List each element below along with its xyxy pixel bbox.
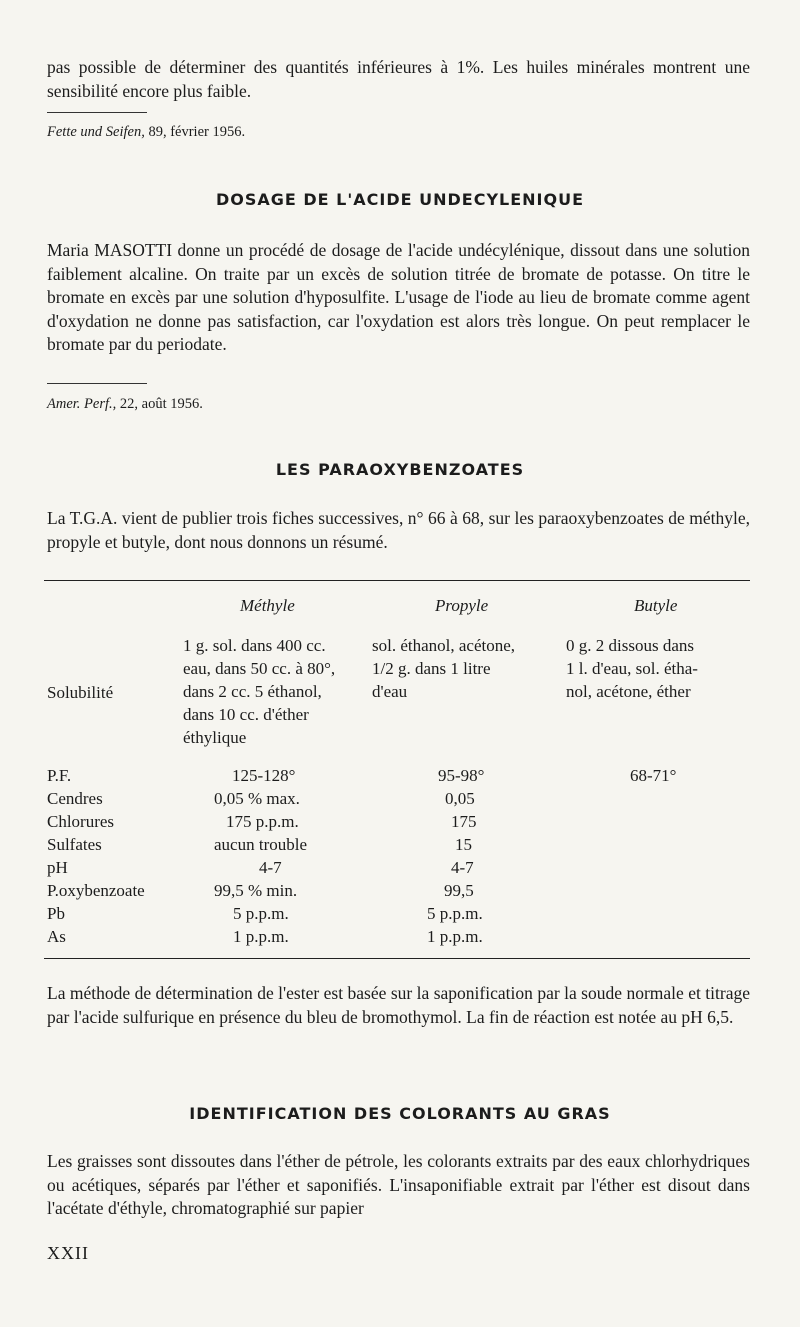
- cell-methyle: 1 p.p.m.: [233, 927, 289, 946]
- cell-propyle: 175: [451, 812, 477, 831]
- cell-propyle: 4-7: [451, 858, 474, 877]
- section-heading-undecylenique: DOSAGE DE L'ACIDE UNDECYLENIQUE: [215, 190, 585, 209]
- cell-methyle: 99,5 % min.: [214, 881, 298, 900]
- cell-propyle: 99,5: [444, 881, 474, 900]
- column-header-methyle: Méthyle: [240, 596, 295, 615]
- cell-propyle: 1 p.p.m.: [427, 927, 483, 946]
- reference-divider: [47, 112, 147, 113]
- row-label: Cendres: [47, 789, 103, 808]
- cell-butyle: 68-71°: [630, 766, 677, 785]
- column-header-propyle: Propyle: [435, 596, 489, 615]
- row-label: As: [47, 927, 66, 946]
- table-top-rule: [44, 580, 750, 581]
- page-number: XXII: [47, 1243, 89, 1263]
- solubility-propyle: sol. éthanol, acétone, 1/2 g. dans 1 litre d'eau: [372, 636, 516, 701]
- row-label: pH: [47, 858, 68, 877]
- cell-propyle: 15: [455, 835, 472, 854]
- row-label: Sulfates: [47, 835, 102, 854]
- row-label-solubilite: Solubilité: [47, 683, 114, 702]
- cell-methyle: 4-7: [259, 858, 282, 877]
- cell-methyle: aucun trouble: [214, 835, 307, 854]
- section1-reference: Amer. Perf., 22, août 1956.: [47, 396, 203, 412]
- intro-reference: Fette und Seifen, 89, février 1956.: [47, 124, 246, 140]
- row-label: Chlorures: [47, 812, 115, 831]
- section1-paragraph: Maria MASOTTI donne un procédé de dosage de l'acide undécylénique, dissout dans une solution faiblement alcaline. On traite par un excès de solution titrée de bromate de potasse. On titre le bromate en excès par une solution d'hyposulfite. L'usage de l'iode au lieu de bromate comme agent d'oxydation ne donne pas satisfaction, car l'oxydation est alors très longue. On peut remplacer le bromate par du periodate.: [47, 240, 750, 354]
- table-bottom-rule: [44, 958, 750, 959]
- section2-conclusion: La méthode de détermination de l'ester est basée sur la saponification par la soude normale et titrage par l'acide sulfurique en présence du bleu de bromothymol. La fin de réaction est notée au pH 6,5.: [47, 983, 750, 1027]
- column-header-butyle: Butyle: [634, 596, 678, 615]
- cell-propyle: 95-98°: [438, 766, 485, 785]
- section2-paragraph: La T.G.A. vient de publier trois fiches successives, n° 66 à 68, sur les paraoxybenzoates de méthyle, propyle et butyle, dont nous donnons un résumé.: [47, 508, 750, 552]
- cell-propyle: 5 p.p.m.: [427, 904, 483, 923]
- row-label: Pb: [47, 904, 65, 923]
- section-heading-colorants: IDENTIFICATION DES COLORANTS AU GRAS: [189, 1104, 611, 1123]
- cell-methyle: 5 p.p.m.: [233, 904, 289, 923]
- cell-methyle: 125-128°: [232, 766, 296, 785]
- section3-paragraph: Les graisses sont dissoutes dans l'éther de pétrole, les colorants extraits par des eaux chlorhydriques ou acétiques, séparés par l'éther et saponifiés. L'insaponifiable extrait par l'éther est disout dans l'acétate d'éthyle, chromatographié sur papier: [47, 1151, 750, 1218]
- cell-propyle: 0,05: [445, 789, 475, 808]
- cell-methyle: 0,05 % max.: [214, 789, 300, 808]
- row-label: P.oxybenzoate: [47, 881, 145, 900]
- cell-methyle: 175 p.p.m.: [226, 812, 299, 831]
- section-heading-paraoxybenzoates: LES PARAOXYBENZOATES: [275, 460, 525, 479]
- reference-divider: [47, 383, 147, 384]
- row-label: P.F.: [47, 766, 72, 785]
- solubility-butyle: 0 g. 2 dissous dans 1 l. d'eau, sol. étha- nol, acétone, éther: [566, 636, 698, 701]
- intro-paragraph: pas possible de déterminer des quantités inférieures à 1%. Les huiles minérales montrent une sensibilité encore plus faible.: [47, 57, 750, 101]
- solubility-methyle: 1 g. sol. dans 400 cc. eau, dans 50 cc. à 80°, dans 2 cc. 5 éthanol, dans 10 cc. d'éther éthylique: [183, 636, 336, 747]
